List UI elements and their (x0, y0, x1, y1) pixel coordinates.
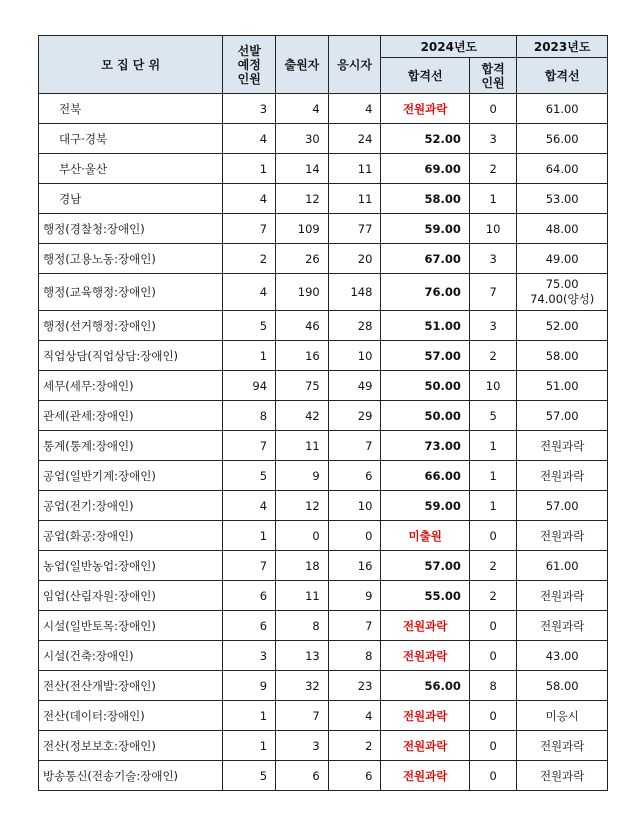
passed-2024-cell: 1 (469, 461, 516, 491)
examinees-cell: 4 (328, 94, 381, 124)
applicants-cell: 109 (276, 214, 329, 244)
applicants-cell: 190 (276, 274, 329, 311)
examinees-cell: 77 (328, 214, 381, 244)
unit-cell: 행정(고용노동:장애인) (39, 244, 223, 274)
applicants-cell: 13 (276, 641, 329, 671)
table-row (39, 641, 608, 671)
col-unit-header: 모 집 단 위 (39, 36, 223, 94)
examinees-cell: 11 (328, 184, 381, 214)
cutoff-2024-cell: 50.00 (381, 401, 470, 431)
unit-cell: 통계(통계:장애인) (39, 431, 223, 461)
table-row (39, 491, 608, 521)
passed-2024-cell: 0 (469, 641, 516, 671)
passed-2024-cell: 7 (469, 274, 516, 311)
cutoff-2024-cell: 56.00 (381, 671, 470, 701)
cutoff-2024-cell: 67.00 (381, 244, 470, 274)
planned-cell: 5 (223, 461, 276, 491)
cutoff-2024-cell: 57.00 (381, 551, 470, 581)
passed-2024-cell: 2 (469, 154, 516, 184)
unit-cell: 공업(화공:장애인) (39, 521, 223, 551)
cutoff-2023-cell: 전원과락 (517, 731, 608, 761)
cutoff-2024-cell: 전원과락 (381, 761, 470, 791)
planned-cell: 7 (223, 214, 276, 244)
col-cutoff-2023-header: 합격선 (517, 58, 608, 94)
planned-cell: 1 (223, 521, 276, 551)
applicants-cell: 30 (276, 124, 329, 154)
col-planned-header: 선발 예정 인원 (223, 36, 276, 94)
col-passed-2024-header: 합격 인원 (469, 58, 516, 94)
cutoff-2024-cell: 전원과락 (381, 94, 470, 124)
examinees-cell: 6 (328, 761, 381, 791)
cutoff-2023-cell: 전원과락 (517, 611, 608, 641)
table-row (39, 401, 608, 431)
unit-cell: 직업상담(직업상담:장애인) (39, 341, 223, 371)
planned-cell: 94 (223, 371, 276, 401)
table-row (39, 461, 608, 491)
passed-2024-cell: 0 (469, 94, 516, 124)
applicants-cell: 7 (276, 701, 329, 731)
table-row (39, 551, 608, 581)
applicants-cell: 3 (276, 731, 329, 761)
cutoff-2023-cell: 61.00 (517, 551, 608, 581)
unit-cell: 행정(경찰청:장애인) (39, 214, 223, 244)
unit-cell: 임업(산림자원:장애인) (39, 581, 223, 611)
table-row (39, 371, 608, 401)
table-row (39, 274, 608, 311)
table-row (39, 244, 608, 274)
year-2024-header: 2024년도 (381, 36, 517, 58)
examinees-cell: 7 (328, 431, 381, 461)
planned-cell: 3 (223, 94, 276, 124)
table-row (39, 214, 608, 244)
applicants-cell: 75 (276, 371, 329, 401)
planned-cell: 4 (223, 184, 276, 214)
table-row (39, 431, 608, 461)
cutoff-2024-cell: 전원과락 (381, 701, 470, 731)
col-applicants-header: 출원자 (276, 36, 329, 94)
passed-2024-cell: 1 (469, 184, 516, 214)
table-row (39, 311, 608, 341)
unit-cell: 세무(세무:장애인) (39, 371, 223, 401)
planned-cell: 7 (223, 551, 276, 581)
unit-cell: 전산(정보보호:장애인) (39, 731, 223, 761)
passed-2024-cell: 2 (469, 581, 516, 611)
passed-2024-cell: 10 (469, 214, 516, 244)
cutoff-2024-cell: 69.00 (381, 154, 470, 184)
examinees-cell: 20 (328, 244, 381, 274)
planned-cell: 4 (223, 491, 276, 521)
examinees-cell: 0 (328, 521, 381, 551)
unit-cell: 농업(일반농업:장애인) (39, 551, 223, 581)
cutoff-2024-cell: 59.00 (381, 491, 470, 521)
examinees-cell: 29 (328, 401, 381, 431)
table-row (39, 341, 608, 371)
cutoff-2024-cell: 55.00 (381, 581, 470, 611)
applicants-cell: 18 (276, 551, 329, 581)
cutoff-2024-cell: 57.00 (381, 341, 470, 371)
cutoff-2024-cell: 76.00 (381, 274, 470, 311)
unit-cell: 전산(전산개발:장애인) (39, 671, 223, 701)
table-row (39, 671, 608, 701)
unit-cell: 공업(일반기계:장애인) (39, 461, 223, 491)
planned-cell: 2 (223, 244, 276, 274)
passed-2024-cell: 3 (469, 124, 516, 154)
cutoff-2023-cell: 61.00 (517, 94, 608, 124)
cutoff-2023-cell: 52.00 (517, 311, 608, 341)
unit-cell: 관세(관세:장애인) (39, 401, 223, 431)
passed-2024-cell: 0 (469, 521, 516, 551)
cutoff-2023-cell: 57.00 (517, 491, 608, 521)
cutoff-2023-cell: 56.00 (517, 124, 608, 154)
applicants-cell: 12 (276, 184, 329, 214)
cutoff-2024-cell: 전원과락 (381, 641, 470, 671)
examinees-cell: 148 (328, 274, 381, 311)
examinees-cell: 10 (328, 491, 381, 521)
table-row (39, 581, 608, 611)
table-row (39, 94, 608, 124)
planned-cell: 4 (223, 124, 276, 154)
table-row (39, 731, 608, 761)
applicants-cell: 11 (276, 581, 329, 611)
applicants-cell: 11 (276, 431, 329, 461)
examinees-cell: 16 (328, 551, 381, 581)
cutoff-2023-cell: 58.00 (517, 341, 608, 371)
planned-cell: 7 (223, 431, 276, 461)
cutoff-2023-cell: 64.00 (517, 154, 608, 184)
passed-2024-cell: 2 (469, 551, 516, 581)
cutoff-2024-cell: 58.00 (381, 184, 470, 214)
applicants-cell: 26 (276, 244, 329, 274)
table-row (39, 701, 608, 731)
examinees-cell: 7 (328, 611, 381, 641)
examinees-cell: 11 (328, 154, 381, 184)
table-row (39, 184, 608, 214)
cutoff-2024-cell: 미출원 (381, 521, 470, 551)
unit-cell: 공업(전기:장애인) (39, 491, 223, 521)
passed-2024-cell: 10 (469, 371, 516, 401)
planned-cell: 6 (223, 581, 276, 611)
cutoff-2023-cell: 43.00 (517, 641, 608, 671)
planned-cell: 1 (223, 731, 276, 761)
cutoff-2023-cell: 전원과락 (517, 461, 608, 491)
examinees-cell: 28 (328, 311, 381, 341)
examinees-cell: 10 (328, 341, 381, 371)
cutoff-2023-cell: 75.00 74.00(양성) (517, 274, 608, 311)
planned-cell: 5 (223, 311, 276, 341)
applicants-cell: 12 (276, 491, 329, 521)
cutoff-2024-cell: 52.00 (381, 124, 470, 154)
unit-cell: 행정(교육행정:장애인) (39, 274, 223, 311)
examinees-cell: 4 (328, 701, 381, 731)
passed-2024-cell: 1 (469, 491, 516, 521)
unit-cell: 방송통신(전송기술:장애인) (39, 761, 223, 791)
planned-cell: 9 (223, 671, 276, 701)
cutoff-2024-cell: 73.00 (381, 431, 470, 461)
applicants-cell: 0 (276, 521, 329, 551)
cutoff-2024-cell: 전원과락 (381, 611, 470, 641)
applicants-cell: 32 (276, 671, 329, 701)
planned-cell: 1 (223, 154, 276, 184)
applicants-cell: 9 (276, 461, 329, 491)
applicants-cell: 4 (276, 94, 329, 124)
cutoff-2023-cell: 전원과락 (517, 761, 608, 791)
applicants-cell: 42 (276, 401, 329, 431)
cutoff-2023-cell: 53.00 (517, 184, 608, 214)
results-table (38, 35, 608, 791)
table-row (39, 154, 608, 184)
passed-2024-cell: 3 (469, 311, 516, 341)
unit-cell: 대구·경북 (39, 124, 223, 154)
passed-2024-cell: 0 (469, 611, 516, 641)
cutoff-2023-cell: 57.00 (517, 401, 608, 431)
applicants-cell: 6 (276, 761, 329, 791)
planned-cell: 1 (223, 341, 276, 371)
unit-cell: 시설(일반토목:장애인) (39, 611, 223, 641)
unit-cell: 부산·울산 (39, 154, 223, 184)
examinees-cell: 9 (328, 581, 381, 611)
passed-2024-cell: 8 (469, 671, 516, 701)
results-table-container (38, 35, 608, 791)
planned-cell: 3 (223, 641, 276, 671)
cutoff-2023-cell: 48.00 (517, 214, 608, 244)
passed-2024-cell: 0 (469, 731, 516, 761)
passed-2024-cell: 0 (469, 701, 516, 731)
table-row (39, 124, 608, 154)
passed-2024-cell: 5 (469, 401, 516, 431)
cutoff-2024-cell: 51.00 (381, 311, 470, 341)
applicants-cell: 14 (276, 154, 329, 184)
table-row (39, 521, 608, 551)
examinees-cell: 2 (328, 731, 381, 761)
cutoff-2024-cell: 전원과락 (381, 731, 470, 761)
unit-cell: 행정(선거행정:장애인) (39, 311, 223, 341)
col-cutoff-2024-header: 합격선 (381, 58, 470, 94)
applicants-cell: 8 (276, 611, 329, 641)
unit-cell: 전북 (39, 94, 223, 124)
unit-cell: 시설(건축:장애인) (39, 641, 223, 671)
col-examinees-header: 응시자 (328, 36, 381, 94)
cutoff-2023-cell: 미응시 (517, 701, 608, 731)
table-row (39, 611, 608, 641)
passed-2024-cell: 2 (469, 341, 516, 371)
planned-cell: 8 (223, 401, 276, 431)
examinees-cell: 49 (328, 371, 381, 401)
applicants-cell: 16 (276, 341, 329, 371)
cutoff-2023-cell: 51.00 (517, 371, 608, 401)
examinees-cell: 6 (328, 461, 381, 491)
unit-cell: 경남 (39, 184, 223, 214)
cutoff-2023-cell: 전원과락 (517, 521, 608, 551)
planned-cell: 4 (223, 274, 276, 311)
planned-cell: 6 (223, 611, 276, 641)
cutoff-2024-cell: 66.00 (381, 461, 470, 491)
examinees-cell: 8 (328, 641, 381, 671)
examinees-cell: 24 (328, 124, 381, 154)
cutoff-2023-cell: 49.00 (517, 244, 608, 274)
passed-2024-cell: 1 (469, 431, 516, 461)
cutoff-2023-cell: 전원과락 (517, 581, 608, 611)
cutoff-2023-cell: 전원과락 (517, 431, 608, 461)
planned-cell: 1 (223, 701, 276, 731)
year-2023-header: 2023년도 (517, 36, 608, 58)
unit-cell: 전산(데이터:장애인) (39, 701, 223, 731)
cutoff-2024-cell: 50.00 (381, 371, 470, 401)
applicants-cell: 46 (276, 311, 329, 341)
planned-cell: 5 (223, 761, 276, 791)
table-row (39, 761, 608, 791)
cutoff-2023-cell: 58.00 (517, 671, 608, 701)
table-body (39, 94, 608, 791)
cutoff-2024-cell: 59.00 (381, 214, 470, 244)
passed-2024-cell: 3 (469, 244, 516, 274)
examinees-cell: 23 (328, 671, 381, 701)
passed-2024-cell: 0 (469, 761, 516, 791)
